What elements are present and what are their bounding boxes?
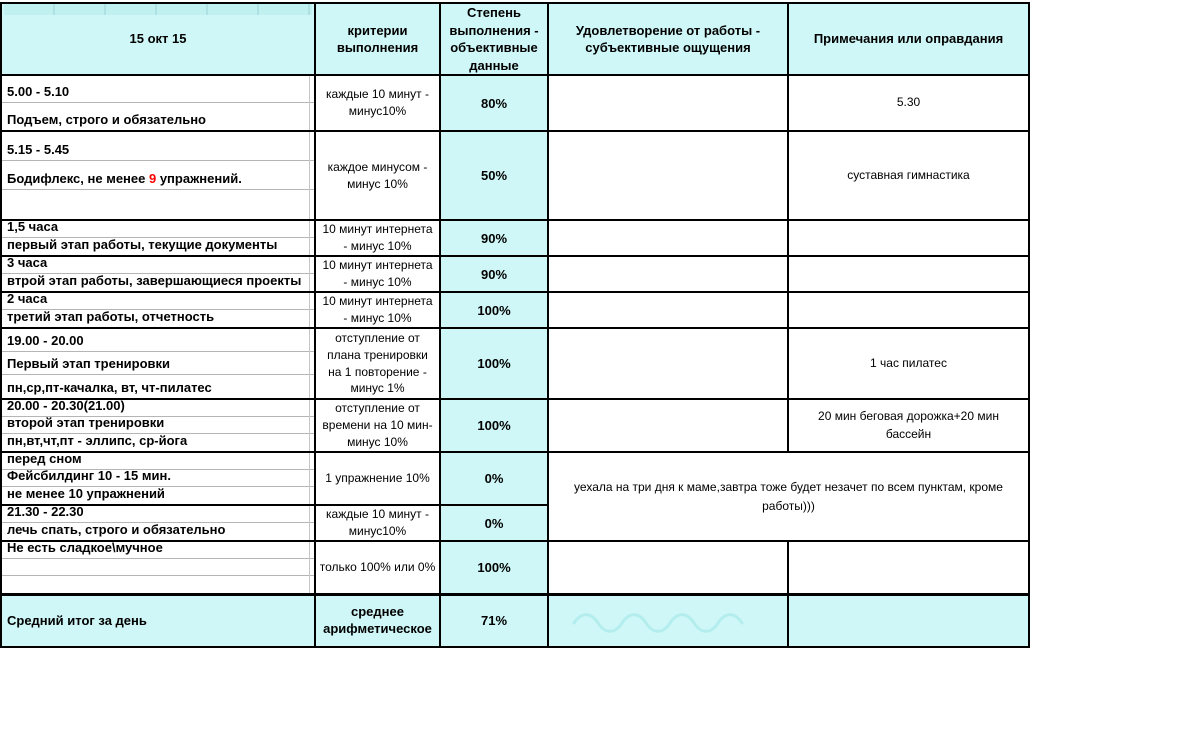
- summary-criteria-cell[interactable]: [315, 595, 440, 647]
- criteria-cell[interactable]: [315, 452, 440, 505]
- schedule-activity: [2, 523, 314, 540]
- satisfaction-cell[interactable]: [548, 292, 788, 328]
- schedule-activity-text: [7, 171, 242, 186]
- schedule-detail-text: пн,вт,чт,пт - эллипс, ср-йога: [7, 433, 188, 449]
- notes-cell[interactable]: [788, 328, 1029, 399]
- row-work-stage2: [1, 256, 1029, 292]
- schedule-activity: [2, 470, 314, 487]
- notes-cell[interactable]: [788, 292, 1029, 328]
- schedule-time: [2, 506, 314, 523]
- degree-cell[interactable]: [440, 256, 548, 292]
- degree-value: 90%: [480, 266, 508, 282]
- summary-label-cell[interactable]: [1, 595, 315, 647]
- degree-cell[interactable]: [440, 505, 548, 541]
- summary-criteria-text: среднее арифметическое: [323, 604, 432, 636]
- schedule-time-text: 3 часа: [7, 256, 48, 271]
- degree-cell[interactable]: [440, 75, 548, 131]
- satisfaction-cell[interactable]: [548, 256, 788, 292]
- gridline-vertical: [309, 542, 310, 593]
- header-cell-satisfaction[interactable]: [548, 3, 788, 75]
- header-notes-label: Примечания или оправдания: [813, 31, 1004, 47]
- schedule-time: [2, 221, 314, 238]
- notes-cell[interactable]: [788, 75, 1029, 131]
- header-cell-criteria[interactable]: [315, 3, 440, 75]
- schedule-cell[interactable]: [1, 452, 315, 505]
- criteria-text: каждые 10 минут - минус10%: [326, 87, 429, 119]
- header-date-label: 15 окт 15: [129, 31, 187, 47]
- header-degree-label: Степень выполнения - объективные данные: [449, 5, 539, 73]
- daily-tracking-table: [0, 2, 1030, 648]
- schedule-time: [2, 257, 314, 274]
- schedule-activity-text: втрой этап работы, завершающиеся проекты: [7, 273, 302, 289]
- criteria-cell[interactable]: [315, 505, 440, 541]
- degree-value: 90%: [480, 230, 508, 246]
- degree-value: 100%: [477, 560, 511, 576]
- satisfaction-cell[interactable]: [548, 75, 788, 131]
- notes-text: 20 мин беговая дорожка+20 мин бассейн: [818, 409, 999, 441]
- criteria-cell[interactable]: [315, 292, 440, 328]
- degree-value: 0%: [484, 471, 504, 487]
- row-work-stage1: [1, 220, 1029, 256]
- activity-highlight-number: 9: [148, 171, 157, 187]
- criteria-cell[interactable]: [315, 399, 440, 452]
- gridline-vertical: [309, 506, 310, 540]
- schedule-empty-line: [2, 559, 314, 576]
- schedule-time-text: 19.00 - 20.00: [7, 333, 84, 349]
- row-wakeup: [1, 75, 1029, 131]
- scribble-decoration: [568, 608, 768, 634]
- schedule-time-text: 20.00 - 20.30(21.00): [7, 399, 125, 414]
- schedule-time: [2, 293, 314, 310]
- header-artifact-band: [4, 4, 312, 15]
- notes-cell[interactable]: [788, 256, 1029, 292]
- schedule-time-text: 1,5 часа: [7, 220, 59, 235]
- schedule-activity: [2, 352, 314, 375]
- schedule-cell[interactable]: [1, 256, 315, 292]
- gridline-vertical: [309, 257, 310, 291]
- gridline-vertical: [309, 221, 310, 255]
- degree-value: 100%: [477, 356, 511, 372]
- schedule-cell[interactable]: [1, 328, 315, 399]
- schedule-activity-text: первый этап работы, текущие документы: [7, 237, 278, 253]
- satisfaction-cell[interactable]: [548, 399, 788, 452]
- satisfaction-cell[interactable]: [548, 131, 788, 220]
- criteria-text: каждые 10 минут - минус10%: [326, 507, 429, 539]
- degree-cell[interactable]: [440, 399, 548, 452]
- criteria-text: 10 минут интернета - минус 10%: [322, 222, 433, 254]
- schedule-empty-line: [2, 576, 314, 593]
- schedule-time: [2, 329, 314, 352]
- header-row: [1, 3, 1029, 75]
- merged-comment-text: уехала на три дня к маме,завтра тоже будет незачет по всем пунктам, кроме работы))): [574, 479, 1003, 513]
- schedule-cell[interactable]: [1, 399, 315, 452]
- summary-label-text: Средний итог за день: [7, 613, 147, 629]
- criteria-text: 10 минут интернета - минус 10%: [322, 294, 433, 326]
- degree-cell[interactable]: [440, 452, 548, 505]
- schedule-activity-text: Первый этап тренировки: [7, 356, 171, 372]
- gridline-vertical: [309, 453, 310, 504]
- schedule-activity: [2, 161, 314, 190]
- activity-prefix: Бодифлекс, не менее: [7, 171, 149, 187]
- schedule-activity-text: лечь спать, строго и обязательно: [7, 522, 226, 538]
- schedule-cell[interactable]: [1, 75, 315, 131]
- schedule-activity: [2, 310, 314, 327]
- criteria-text: 1 упражнение 10%: [325, 471, 430, 486]
- notes-cell[interactable]: [788, 541, 1029, 595]
- activity-suffix: упражнений.: [156, 171, 242, 187]
- schedule-activity: [2, 417, 314, 434]
- criteria-text: 10 минут интернета - минус 10%: [322, 258, 433, 290]
- criteria-cell[interactable]: [315, 75, 440, 131]
- schedule-cell[interactable]: [1, 220, 315, 256]
- schedule-time-text: 21.30 - 22.30: [7, 505, 84, 520]
- schedule-time-text: 2 часа: [7, 292, 48, 307]
- schedule-time: [2, 132, 314, 161]
- degree-value: 80%: [480, 95, 508, 111]
- criteria-text: отступление от времени на 10 мин- минус 10%: [322, 401, 433, 450]
- header-cell-notes[interactable]: [788, 3, 1029, 75]
- satisfaction-cell[interactable]: [548, 220, 788, 256]
- degree-value: 0%: [484, 515, 504, 531]
- degree-value: 100%: [477, 418, 511, 434]
- degree-cell[interactable]: [440, 292, 548, 328]
- row-training-stage1: [1, 328, 1029, 399]
- degree-cell[interactable]: [440, 328, 548, 399]
- satisfaction-cell[interactable]: [548, 328, 788, 399]
- satisfaction-cell[interactable]: [548, 541, 788, 595]
- schedule-detail: [2, 375, 314, 398]
- schedule-activity: [2, 103, 314, 130]
- criteria-cell[interactable]: [315, 220, 440, 256]
- schedule-activity-text: Не есть сладкое\мучное: [7, 541, 163, 556]
- row-facebuilding: [1, 452, 1029, 505]
- schedule-cell[interactable]: [1, 131, 315, 220]
- degree-cell[interactable]: [440, 131, 548, 220]
- header-cell-date[interactable]: [1, 3, 315, 75]
- row-training-stage2: [1, 399, 1029, 452]
- merged-comment-cell[interactable]: [548, 452, 1029, 541]
- schedule-cell[interactable]: [1, 292, 315, 328]
- schedule-activity-text: Фейсбилдинг 10 - 15 мин.: [7, 468, 171, 484]
- criteria-text: только 100% или 0%: [319, 560, 436, 575]
- summary-row: [1, 595, 1029, 647]
- schedule-detail: [2, 434, 314, 451]
- header-cell-degree[interactable]: [440, 3, 548, 75]
- schedule-activity-text: Подъем, строго и обязательно: [7, 112, 206, 128]
- schedule-detail-text: не менее 10 упражнений: [7, 486, 165, 502]
- degree-value: 50%: [480, 168, 508, 184]
- summary-degree-value: 71%: [480, 613, 508, 629]
- schedule-activity: [2, 274, 314, 291]
- schedule-activity: [2, 238, 314, 255]
- notes-text: суставная гимнастика: [847, 167, 970, 182]
- schedule-activity-text: третий этап работы, отчетность: [7, 309, 215, 325]
- notes-text: 5.30: [896, 95, 921, 110]
- schedule-empty-line: [2, 190, 314, 219]
- schedule-detail-text: пн,ср,пт-качалка, вт, чт-пилатес: [7, 380, 212, 396]
- schedule-cell[interactable]: [1, 541, 315, 595]
- row-bodyflex: [1, 131, 1029, 220]
- criteria-cell[interactable]: [315, 256, 440, 292]
- schedule-time-text: 5.15 - 5.45: [7, 142, 70, 158]
- degree-cell[interactable]: [440, 220, 548, 256]
- degree-cell[interactable]: [440, 541, 548, 595]
- criteria-text: каждое минусом - минус 10%: [327, 159, 428, 191]
- schedule-cell[interactable]: [1, 505, 315, 541]
- gridline-vertical: [309, 329, 310, 398]
- criteria-text: отступление от плана тренировки на 1 повторение - минус 1%: [327, 331, 428, 396]
- notes-cell[interactable]: [788, 220, 1029, 256]
- summary-satisfaction-cell[interactable]: [548, 595, 788, 647]
- schedule-time-text: 5.00 - 5.10: [7, 84, 70, 100]
- header-criteria-label: критерии выполнения: [336, 22, 419, 56]
- header-satisfaction-label: Удовлетворение от работы - субъективные ощущения: [575, 22, 761, 56]
- summary-degree-cell[interactable]: [440, 595, 548, 647]
- gridline-vertical: [309, 293, 310, 327]
- notes-text: 1 час пилатес: [870, 355, 947, 370]
- gridline-vertical: [309, 400, 310, 451]
- criteria-cell[interactable]: [315, 541, 440, 595]
- row-work-stage3: [1, 292, 1029, 328]
- degree-value: 100%: [477, 302, 511, 318]
- schedule-time: [2, 76, 314, 103]
- criteria-cell[interactable]: [315, 328, 440, 399]
- schedule-activity: [2, 542, 314, 559]
- gridline-vertical: [309, 76, 310, 130]
- schedule-activity-text: второй этап тренировки: [7, 415, 165, 431]
- criteria-cell[interactable]: [315, 131, 440, 220]
- summary-notes-cell[interactable]: [788, 595, 1029, 647]
- notes-cell[interactable]: [788, 399, 1029, 452]
- notes-cell[interactable]: [788, 131, 1029, 220]
- gridline-vertical: [309, 132, 310, 219]
- schedule-time-text: перед сном: [7, 452, 82, 467]
- row-no-sweets: [1, 541, 1029, 595]
- schedule-detail: [2, 487, 314, 504]
